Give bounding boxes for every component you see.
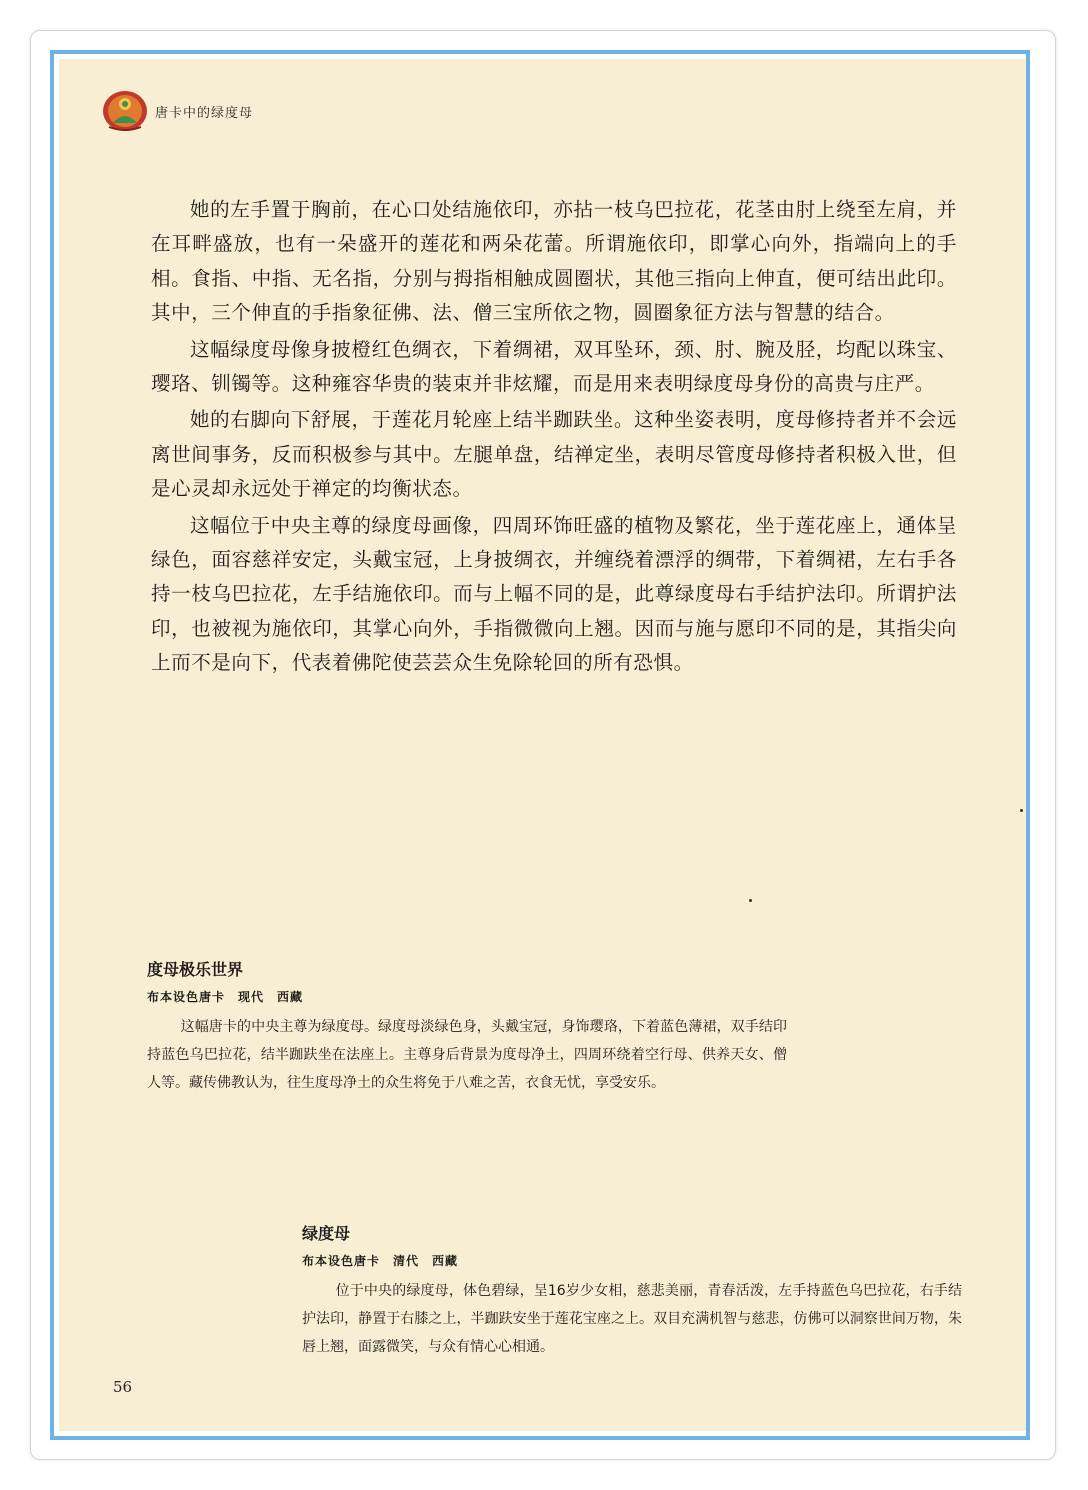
page-frame [50, 50, 1030, 1440]
paragraph: 她的右脚向下舒展，于莲花月轮座上结半跏趺坐。这种坐姿表明，度母修持者并不会远离世间事务，反而积极参与其中。左腿单盘，结禅定坐，表明尽管度母修持者积极入世，但是心灵却永远处于禅定的均衡状态。 [151, 408, 957, 501]
caption-subtitle: 布本设色唐卡 现代 西藏 [147, 990, 304, 1004]
header-title: 唐卡中的绿度母 [155, 105, 254, 121]
paragraph: 她的左手置于胸前，在心口处结施依印，亦拈一枝乌巴拉花，花茎由肘上绕至左肩，并在耳畔盛放，也有一朵盛开的莲花和两朵花蕾。所谓施依印，即掌心向外，指端向上的手相。食指、中指、无名指，分别与拇指相触成圆圈状，其他三指向上伸直，便可结出此印。其中，三个伸直的手指象征佛、法、僧三宝所依之物，圆圈象征方法与智慧的结合。 [151, 198, 957, 325]
caption-title: 绿度母 [302, 1224, 351, 1243]
caption-subtitle: 布本设色唐卡 清代 西藏 [302, 1254, 459, 1268]
paragraph: 这幅绿度母像身披橙红色绸衣，下着绸裙，双耳坠环，颈、肘、腕及胫，均配以珠宝、璎珞、钏镯等。这种雍容华贵的装束并非炫耀，而是用来表明绿度母身份的高贵与庄严。 [151, 337, 957, 396]
caption-text: 这幅唐卡的中央主尊为绿度母。绿度母淡绿色身，头戴宝冠，身饰璎珞，下着蓝色薄裙，双手结印持蓝色乌巴拉花，结半跏趺坐在法座上。主尊身后背景为度母净土，四周环绕着空行母、供养天女、僧人等。藏传佛教认为，往生度母净土的众生将免于八难之苦，衣食无忧，享受安乐。 [147, 1019, 787, 1091]
page-number: 56 [113, 1378, 133, 1396]
caption-text: 位于中央的绿度母，体色碧绿，呈16岁少女相，慈悲美丽，青春活泼，左手持蓝色乌巴拉花，右手结护法印，静置于右膝之上，半跏趺安坐于莲花宝座之上。双目充满机智与慈悲，仿佛可以洞察世间万物，朱唇上翘，面露微笑，与众有情心心相通。 [302, 1283, 962, 1355]
caption-title: 度母极乐世界 [147, 960, 244, 979]
paragraph: 这幅位于中央主尊的绿度母画像，四周环饰旺盛的植物及繁花，坐于莲花座上，通体呈绿色，面容慈祥安定，头戴宝冠，上身披绸衣，并缠绕着漂浮的绸带，下着绸裙，左右手各持一枝乌巴拉花，左手结施依印。而与上幅不同的是，此尊绿度母右手结护法印。所谓护法印，也被视为施依印，其掌心向外，手指微微向上翘。因而与施与愿印不同的是，其指尖向上而不是向下，代表着佛陀使芸芸众生免除轮回的所有恐惧。 [151, 513, 957, 675]
